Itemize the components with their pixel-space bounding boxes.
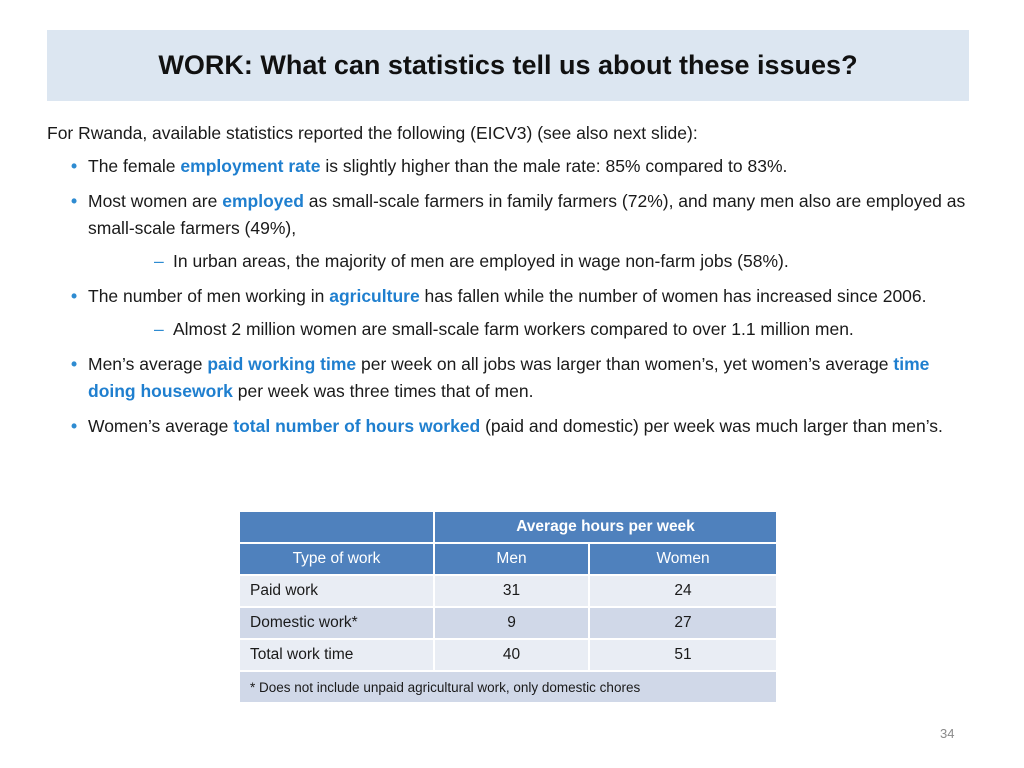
bullet-employed xyxy=(47,188,977,275)
header-women: Women xyxy=(589,543,777,575)
bullet-dot-icon: • xyxy=(71,354,78,374)
cell-women: 24 xyxy=(589,575,777,607)
bullet-text: per week was three times that of men. xyxy=(232,381,534,401)
bullet-agriculture xyxy=(47,283,977,343)
header-type-of-work: Type of work xyxy=(239,543,434,575)
highlight-term: paid working time xyxy=(207,354,357,374)
bullet-working-time xyxy=(47,351,977,405)
group-header-cell: Average hours per week xyxy=(434,511,777,543)
bullet-text: (paid and domestic) per week was much larger than men’s. xyxy=(480,416,943,436)
slide-title: WORK: What can statistics tell us about these issues? xyxy=(158,50,858,80)
sub-bullet-farm-workers xyxy=(88,316,977,343)
bullet-text: per week on all jobs was larger than women’s, yet women’s average xyxy=(356,354,894,374)
highlight-term: employed xyxy=(222,191,304,211)
bullet-text: The female xyxy=(88,156,181,176)
dash-icon: – xyxy=(154,251,164,271)
bullet-list xyxy=(47,153,977,440)
intro-text: For Rwanda, available statistics reported the following (EICV3) (see also next slide): xyxy=(47,123,698,143)
highlight-term: time doing housework xyxy=(88,354,930,401)
table-row xyxy=(239,639,777,671)
table-footnote: * Does not include unpaid agricultural work, only domestic chores xyxy=(239,671,777,703)
table-row xyxy=(239,575,777,607)
cell-men: 9 xyxy=(434,607,589,639)
table-row xyxy=(239,607,777,639)
highlight-term: employment rate xyxy=(180,156,321,176)
cell-women: 27 xyxy=(589,607,777,639)
sub-bullet-urban xyxy=(88,248,977,275)
cell-men: 31 xyxy=(434,575,589,607)
highlight-term: total number of hours worked xyxy=(233,416,481,436)
bullet-text: Most women are xyxy=(88,191,223,211)
bullet-dot-icon: • xyxy=(71,286,78,306)
bullet-text: Women’s average xyxy=(88,416,234,436)
bullet-employment-rate xyxy=(47,153,977,180)
cell-men: 40 xyxy=(434,639,589,671)
cell-type: Total work time xyxy=(239,639,434,671)
bullet-text: Men’s average xyxy=(88,354,208,374)
dash-icon: – xyxy=(154,319,164,339)
bullet-dot-icon: • xyxy=(71,416,78,436)
bullet-dot-icon: • xyxy=(71,156,78,176)
cell-type: Domestic work* xyxy=(239,607,434,639)
bullet-text: is slightly higher than the male rate: 85% compared to 83%. xyxy=(320,156,788,176)
empty-header-cell xyxy=(239,511,434,543)
page-number: 34 xyxy=(940,726,955,741)
sub-bullet-text: In urban areas, the majority of men are employed in wage non-farm jobs (58%). xyxy=(173,251,789,271)
cell-type: Paid work xyxy=(239,575,434,607)
hours-table xyxy=(238,510,778,704)
bullet-dot-icon: • xyxy=(71,191,78,211)
title-banner xyxy=(47,30,969,101)
cell-women: 51 xyxy=(589,639,777,671)
bullet-total-hours xyxy=(47,413,977,440)
table-footnote-row xyxy=(239,671,777,703)
table-group-header-row xyxy=(239,511,777,543)
slide-body xyxy=(47,120,977,448)
bullet-text: The number of men working in xyxy=(88,286,330,306)
header-men: Men xyxy=(434,543,589,575)
table-header-row xyxy=(239,543,777,575)
bullet-text: has fallen while the number of women has increased since 2006. xyxy=(419,286,927,306)
highlight-term: agriculture xyxy=(329,286,420,306)
bullet-text: as small-scale farmers in family farmers (72%), and many men also are employed as small-scale farmers (49%), xyxy=(88,191,966,238)
sub-bullet-text: Almost 2 million women are small-scale farm workers compared to over 1.1 million men. xyxy=(173,319,854,339)
